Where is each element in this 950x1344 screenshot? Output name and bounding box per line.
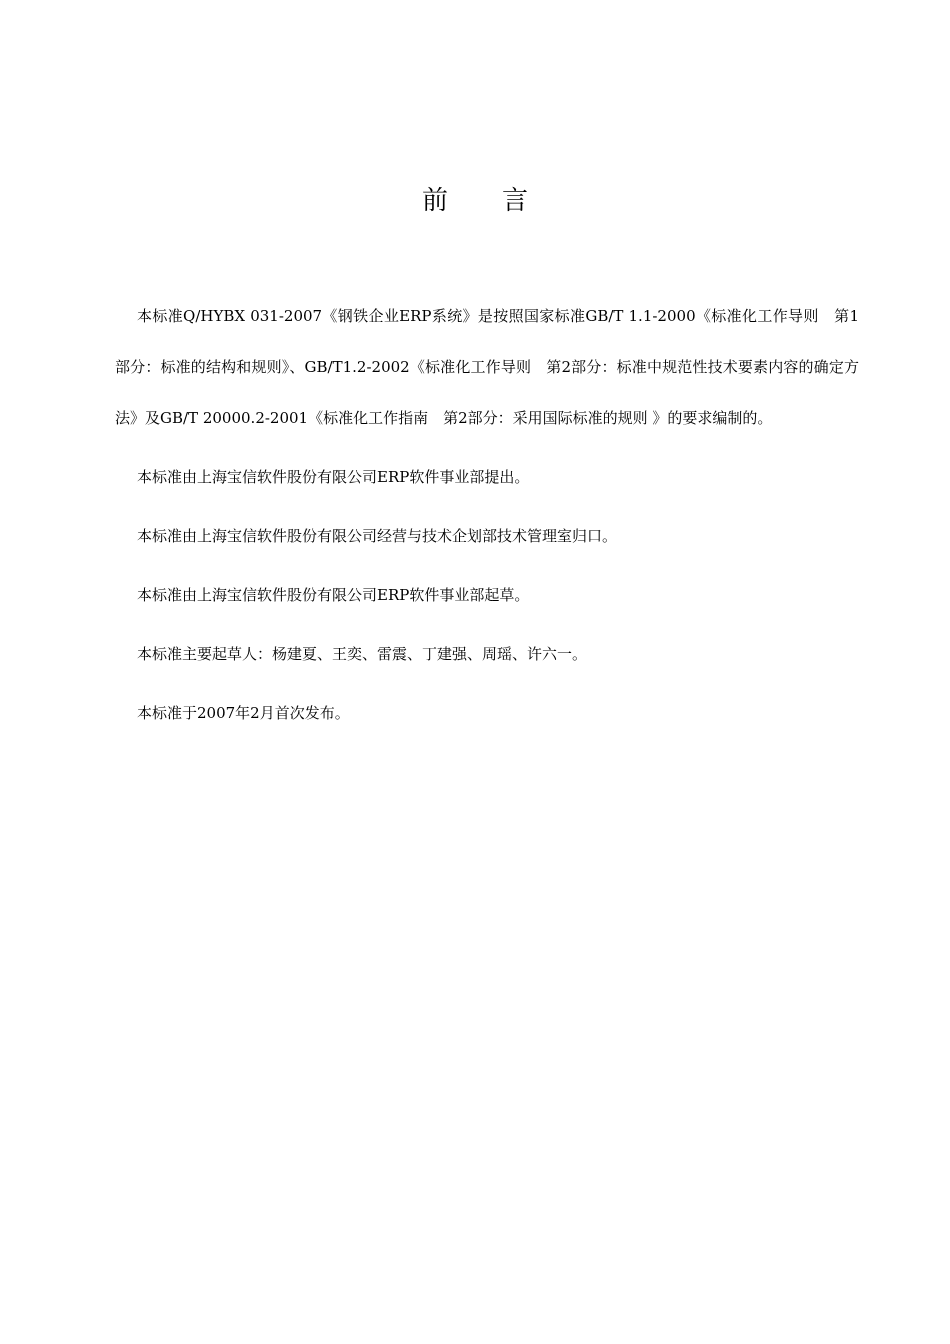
paragraph-release-date: 本标准于2007年2月首次发布。: [137, 704, 350, 722]
paragraph-administrator: 本标准由上海宝信软件股份有限公司经营与技术企划部技术管理室归口。: [137, 527, 618, 545]
paragraph-drafter: 本标准由上海宝信软件股份有限公司ERP软件事业部起草。: [137, 586, 530, 604]
foreword-body: [115, 291, 859, 739]
paragraph-main-drafters: 本标准主要起草人：杨建夏、王奕、雷震、丁建强、周瑶、许六一。: [137, 645, 588, 663]
title-char-2: 言: [502, 186, 529, 216]
title-char-1: 前: [421, 186, 448, 216]
page-title: [0, 183, 950, 219]
paragraph-proposer: 本标准由上海宝信软件股份有限公司ERP软件事业部提出。: [137, 468, 530, 486]
paragraph-standard-basis: 本标准Q/HYBX 031-2007《钢铁企业ERP系统》是按照国家标准GB/T 1.1-2000《标准化工作导则 第1部分：标准的结构和规则》、GB/T1.2-2002《标准化工作导则 第2部分：标准中规范性技术要素内容的确定方法》及GB/T 20000.2-2001《标准化工作指南 第2部分：采用国际标准的规则 》的要求编制的。: [115, 307, 859, 427]
